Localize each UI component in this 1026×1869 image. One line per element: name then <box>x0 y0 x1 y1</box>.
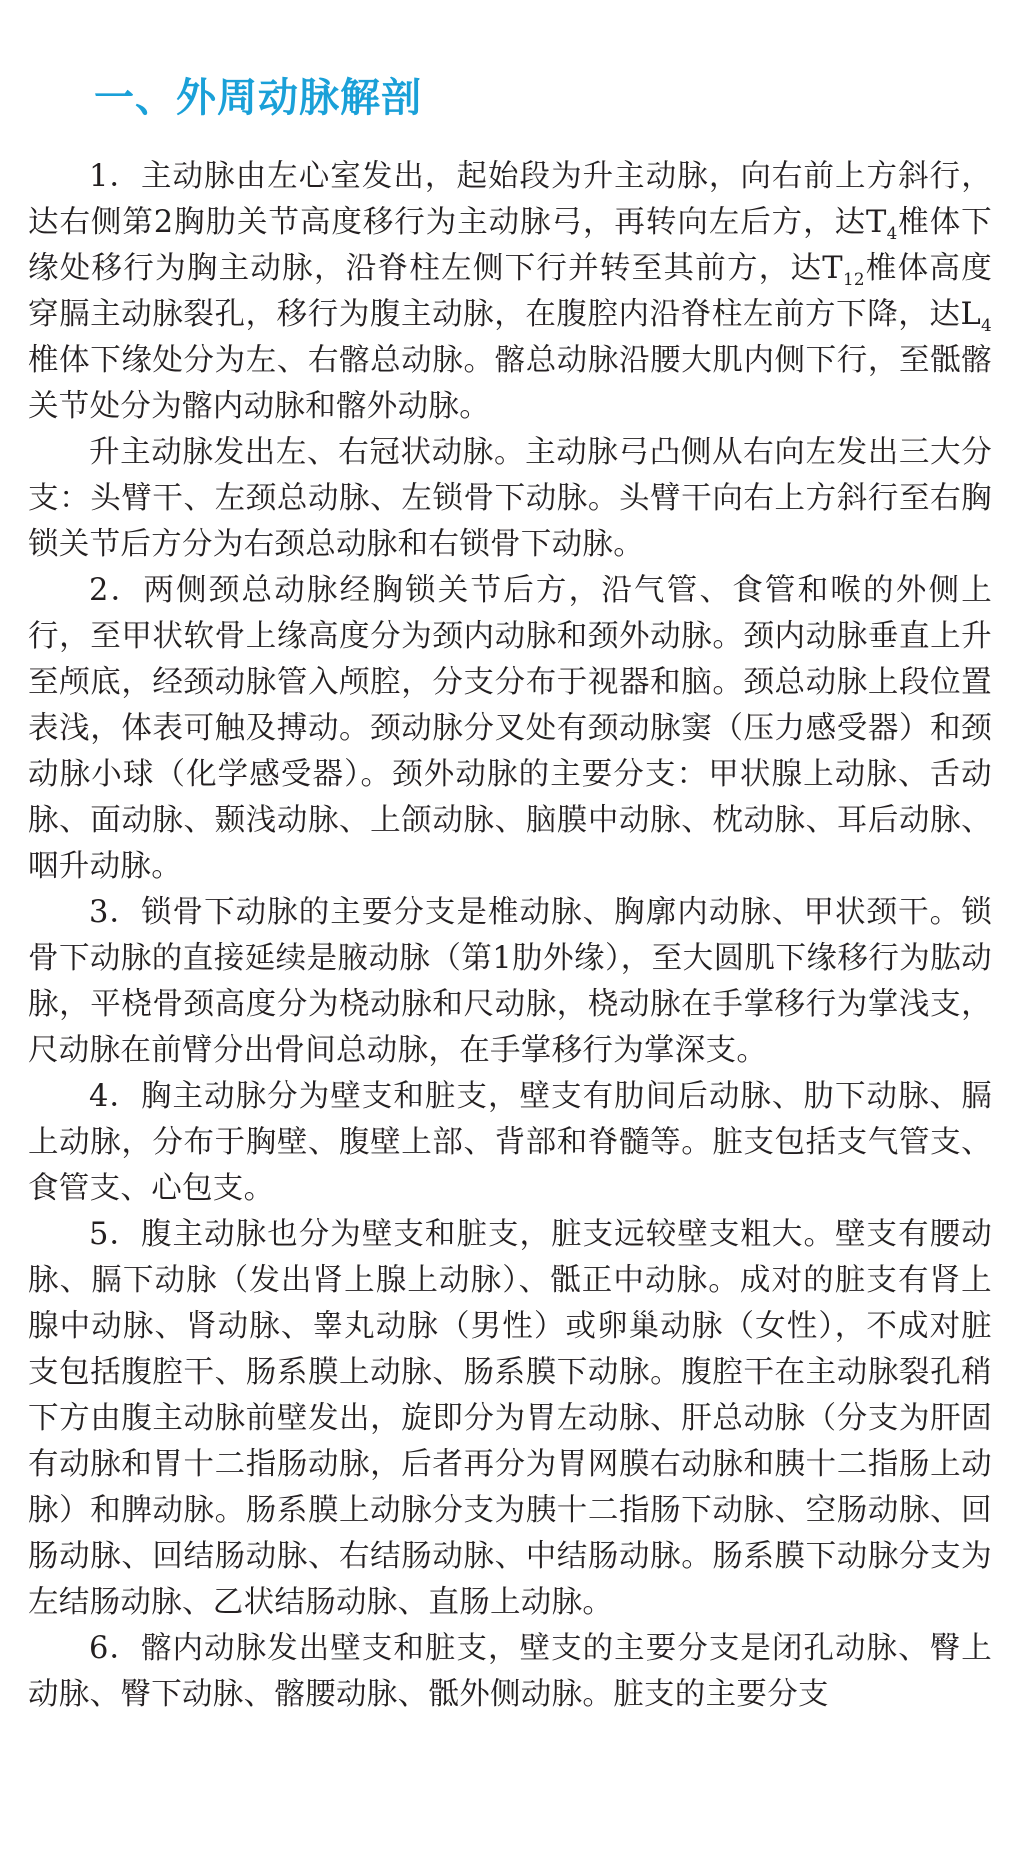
paragraph <box>28 430 992 568</box>
text-run: 1．主动脉由左心室发出，起始段为升主动脉，向右前上方斜行，达右侧第2胸肋关节高度移行为主动脉弓，再转向左后方，达T <box>28 159 992 240</box>
paragraph <box>28 154 992 430</box>
section-heading: 一、外周动脉解剖 <box>94 74 422 121</box>
paragraph <box>28 890 992 1074</box>
body-text <box>28 154 992 1718</box>
paragraph <box>28 1212 992 1626</box>
text-run: 椎体高度穿膈主动脉裂孔，移行为腹主动脉，在腹腔内沿脊柱左前方下降，达L <box>28 251 992 332</box>
paragraph <box>28 1074 992 1212</box>
paragraph <box>28 568 992 890</box>
text-run: 2．两侧颈总动脉经胸锁关节后方，沿气管、食管和喉的外侧上行，至甲状软骨上缘高度分为颈内动脉和颈外动脉。颈内动脉垂直上升至颅底，经颈动脉管入颅腔，分支分布于视器和脑。颈总动脉上段位置表浅，体表可触及搏动。颈动脉分叉处有颈动脉窦（压力感受器）和颈动脉小球（化学感受器）。颈外动脉的主要分支：甲状腺上动脉、舌动脉、面动脉、颞浅动脉、上颌动脉、脑膜中动脉、枕动脉、耳后动脉、咽升动脉。 <box>28 573 992 884</box>
subscript: 12 <box>842 269 865 290</box>
text-run: 5．腹主动脉也分为壁支和脏支，脏支远较壁支粗大。壁支有腰动脉、膈下动脉（发出肾上腺上动脉）、骶正中动脉。成对的脏支有肾上腺中动脉、肾动脉、睾丸动脉（男性）或卵巢动脉（女性），不成对脏支包括腹腔干、肠系膜上动脉、肠系膜下动脉。腹腔干在主动脉裂孔稍下方由腹主动脉前壁发出，旋即分为胃左动脉、肝总动脉（分支为肝固有动脉和胃十二指肠动脉，后者再分为胃网膜右动脉和胰十二指肠上动脉）和脾动脉。肠系膜上动脉分支为胰十二指肠下动脉、空肠动脉、回肠动脉、回结肠动脉、右结肠动脉、中结肠动脉。肠系膜下动脉分支为左结肠动脉、乙状结肠动脉、直肠上动脉。 <box>28 1217 992 1620</box>
text-run: 6．髂内动脉发出壁支和脏支，壁支的主要分支是闭孔动脉、臀上动脉、臀下动脉、髂腰动脉、骶外侧动脉。脏支的主要分支 <box>28 1631 992 1712</box>
text-run: 椎体下缘处移行为胸主动脉，沿脊柱左侧下行并转至其前方，达T <box>28 205 992 286</box>
text-run: 4．胸主动脉分为壁支和脏支，壁支有肋间后动脉、肋下动脉、膈上动脉，分布于胸壁、腹壁上部、背部和脊髓等。脏支包括支气管支、食管支、心包支。 <box>28 1079 992 1206</box>
text-run: 3．锁骨下动脉的主要分支是椎动脉、胸廓内动脉、甲状颈干。锁骨下动脉的直接延续是腋动脉（第1肋外缘），至大圆肌下缘移行为肱动脉，平桡骨颈高度分为桡动脉和尺动脉，桡动脉在手掌移行为掌浅支，尺动脉在前臂分出骨间总动脉，在手掌移行为掌深支。 <box>28 895 992 1068</box>
subscript: 4 <box>981 315 992 336</box>
text-run: 升主动脉发出左、右冠状动脉。主动脉弓凸侧从右向左发出三大分支：头臂干、左颈总动脉、左锁骨下动脉。头臂干向右上方斜行至右胸锁关节后方分为右颈总动脉和右锁骨下动脉。 <box>28 435 992 562</box>
paragraph <box>28 1626 992 1718</box>
subscript: 4 <box>886 223 898 244</box>
text-run: 椎体下缘处分为左、右髂总动脉。髂总动脉沿腰大肌内侧下行，至骶髂关节处分为髂内动脉和髂外动脉。 <box>28 343 992 424</box>
